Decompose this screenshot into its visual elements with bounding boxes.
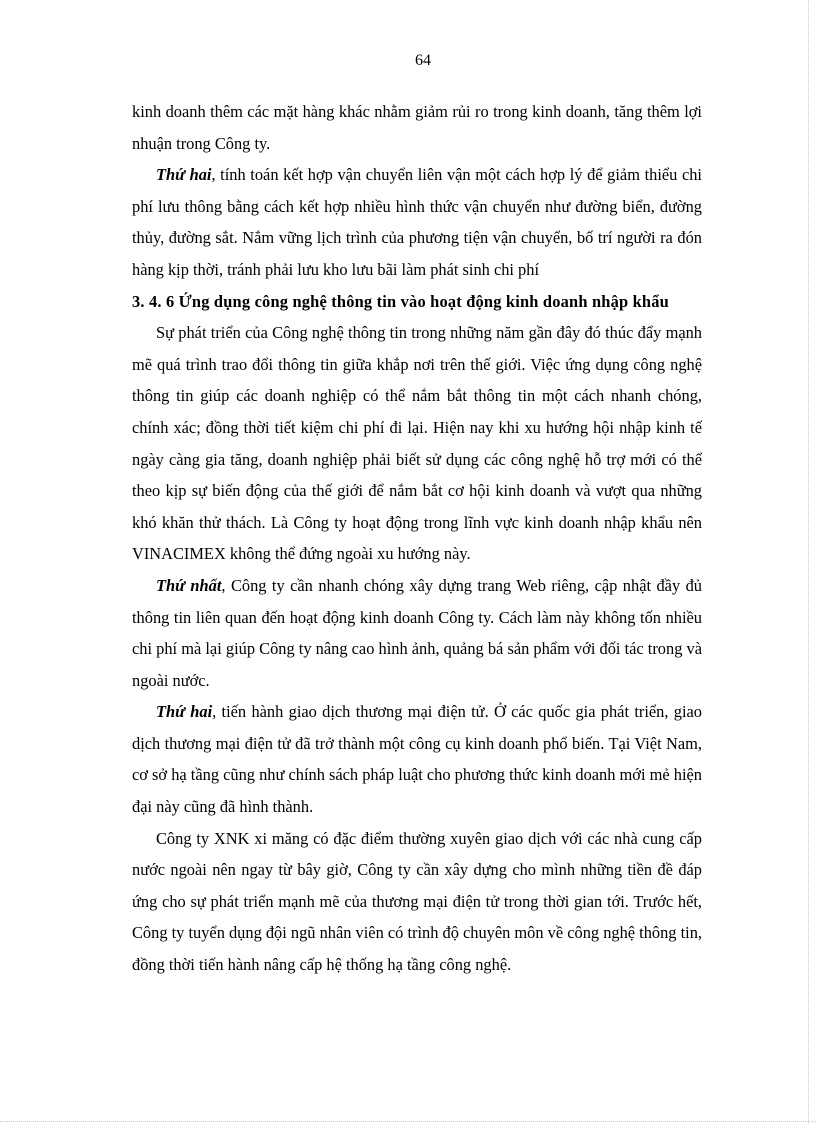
paragraph-text: Sự phát triển của Công nghệ thông tin trong những năm gần đây đó thúc đẩy mạnh mẽ quá trình trao đổi thông tin giữa khắp nơi trên thế giới. Việc ứng dụng công nghệ thông tin giúp các doanh nghiệp có thể nắm bắt thông tin một cách nhanh chóng, chính xác; đồng thời tiết kiệm chi phí đi lại. Hiện nay khi xu hướng hội nhập kinh tế ngày càng gia tăng, doanh nghiệp phải biết sử dụng các công nghệ hỗ trợ mới có thể theo kịp sự biến động của thế giới để nắm bắt cơ hội kinh doanh và vượt qua những khó khăn thử thách. Là Công ty hoạt động trong lĩnh vực kinh doanh nhập khẩu nên VINACIMEX không thể đứng ngoài xu hướng này. [132, 323, 702, 564]
paragraph-lead: Thứ nhất [156, 575, 222, 595]
paragraph-continuation [132, 96, 702, 159]
paragraph-first-website [132, 570, 702, 696]
paragraph-text: , tiến hành giao dịch thương mại điện tử. Ở các quốc gia phát triển, giao dịch thương mại điện tử đã trở thành một công cụ kinh doanh phổ biến. Tại Việt Nam, cơ sở hạ tầng cũng như chính sách pháp luật cho phương thức kinh doanh mới mẻ hiện đại này cũng đã hình thành. [132, 702, 702, 817]
paragraph-it-development [132, 317, 702, 570]
document-body [132, 96, 702, 981]
paragraph-text: , Công ty cần nhanh chóng xây dựng trang Web riêng, cập nhật đầy đủ thông tin liên quan đến hoạt động kinh doanh Công ty. Cách làm này không tốn nhiều chi phí mà lại giúp Công ty nâng cao hình ảnh, quảng bá sản phẩm với đối tác trong và ngoài nước. [132, 575, 702, 690]
page-border-right [808, 0, 809, 1123]
page-border-bottom [0, 1121, 816, 1122]
paragraph-lead: Thứ hai [156, 165, 212, 185]
page-number: 64 [415, 52, 431, 69]
paragraph-second-transport [132, 159, 702, 285]
paragraph-text: kinh doanh thêm các mặt hàng khác nhằm giảm rủi ro trong kinh doanh, tăng thêm lợi nhuận trong Công ty. [132, 102, 702, 153]
paragraph-text: , tính toán kết hợp vận chuyển liên vận một cách hợp lý để giảm thiểu chi phí lưu thông bằng cách kết hợp nhiều hình thức vận chuyển như đường biển, đường thủy, đường sắt. Nắm vững lịch trình của phương tiện vận chuyển, bố trí người ra đón hàng kịp thời, tránh phải lưu kho lưu bãi làm phát sinh chi phí [132, 165, 702, 279]
paragraph-second-ecommerce [132, 696, 702, 822]
paragraph-lead: Thứ hai [156, 702, 213, 722]
paragraph-company-preparation [132, 823, 702, 981]
paragraph-text: Công ty XNK xi măng có đặc điểm thường xuyên giao dịch với các nhà cung cấp nước ngoài nên ngay từ bây giờ, Công ty cần xây dựng cho mình những tiền đề đáp ứng cho sự phát triển mạnh mẽ của thương mại điện tử trong thời gian tới. Trước hết, Công ty tuyển dụng đội ngũ nhân viên có trình độ chuyên môn về công nghệ thông tin, đồng thời tiến hành nâng cấp hệ thống hạ tầng công nghệ. [132, 828, 702, 975]
section-heading: 3. 4. 6 Ứng dụng công nghệ thông tin vào hoạt động kinh doanh nhập khẩu [132, 291, 669, 311]
